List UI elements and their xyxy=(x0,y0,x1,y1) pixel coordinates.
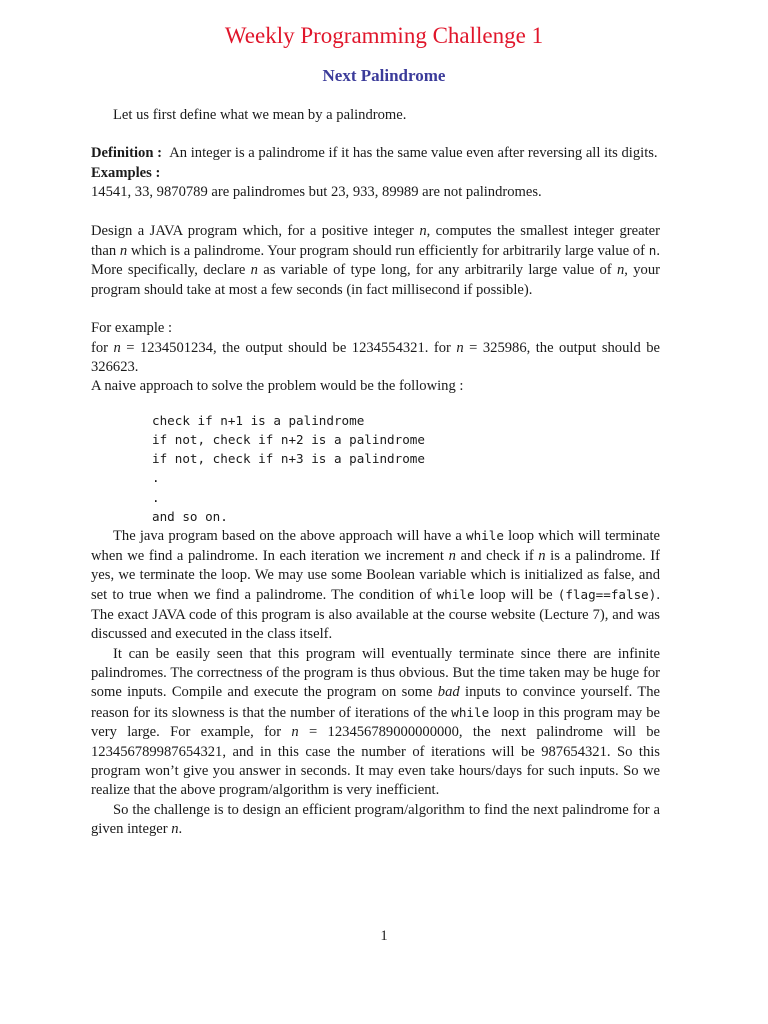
code-line: if not, check if n+2 is a palindrome xyxy=(152,432,425,448)
intro-paragraph: Let us first define what we mean by a palindrome. xyxy=(113,107,407,123)
code-line: and so on. xyxy=(152,508,228,524)
code-line: . xyxy=(152,470,160,486)
example-paragraph: for n = 1234501234, the output should be 1234554321. for n = 325986, the output should be 326623. xyxy=(91,339,661,376)
java-program-paragraph: The java program based on the above approach will have a while loop which will terminate when we find a palindrome. In each iteration we increment n and check if n is a palindrome. If yes, we terminate the loop. We may use some Boolean variable which is initialized as false, and set to true when we find a palindrome. The condition of while loop will be (flag==false). The exact JAVA code of this program is also available at the course website (Lecture 7), and was discussed and executed in the class itself. xyxy=(91,528,661,643)
challenge-paragraph: So the challenge is to design an efficient program/algorithm to find the next palindrome for a given integer n. xyxy=(91,801,660,838)
code-block xyxy=(152,411,660,526)
code-line: . xyxy=(152,489,160,505)
document-body xyxy=(91,106,660,840)
examples-label: Examples : xyxy=(91,164,161,181)
definition-text: An integer is a palindrome if it has the same value even after reversing all its digits. xyxy=(169,145,658,162)
page-number: 1 xyxy=(380,928,388,944)
definition-label: Definition : xyxy=(91,145,162,162)
document-subtitle: Next Palindrome xyxy=(322,66,446,85)
examples-text: 14541, 33, 9870789 are palindromes but 23, 933, 89989 are not palindromes. xyxy=(91,184,542,201)
naive-approach-line: A naive approach to solve the problem would be the following : xyxy=(91,378,464,395)
for-example-heading: For example : xyxy=(91,320,173,337)
task-paragraph: Design a JAVA program which, for a positive integer n, computes the smallest integer greater than n which is a palindrome. Your program should run efficiently for arbitrarily large value of n. More specifically, declare n as variable of type long, for any arbitrarily large value of n, your program should take at most a few seconds (in fact millisecond if possible). xyxy=(91,222,661,298)
code-line: check if n+1 is a palindrome xyxy=(152,412,365,428)
code-line: if not, check if n+3 is a palindrome xyxy=(152,451,425,467)
document-title: Weekly Programming Challenge 1 xyxy=(224,23,544,48)
slowness-paragraph: It can be easily seen that this program will eventually terminate since there are infinite palindromes. The correctness of the program is thus obvious. But the time taken may be huge for some inputs. Compile and execute the program on some bad inputs to convince yourself. The reason for its slowness is that the number of iterations of the while loop in this program may be very large. For example, for n = 123456789000000000, the next palindrome will be 123456789987654321, and in this case the number of iterations will be 987654321. So this program won’t give you answer in seconds. It may even take hours/days for such inputs. So we realize that the above program/algorithm is very inefficient. xyxy=(91,645,661,799)
definition-paragraph xyxy=(91,144,660,163)
